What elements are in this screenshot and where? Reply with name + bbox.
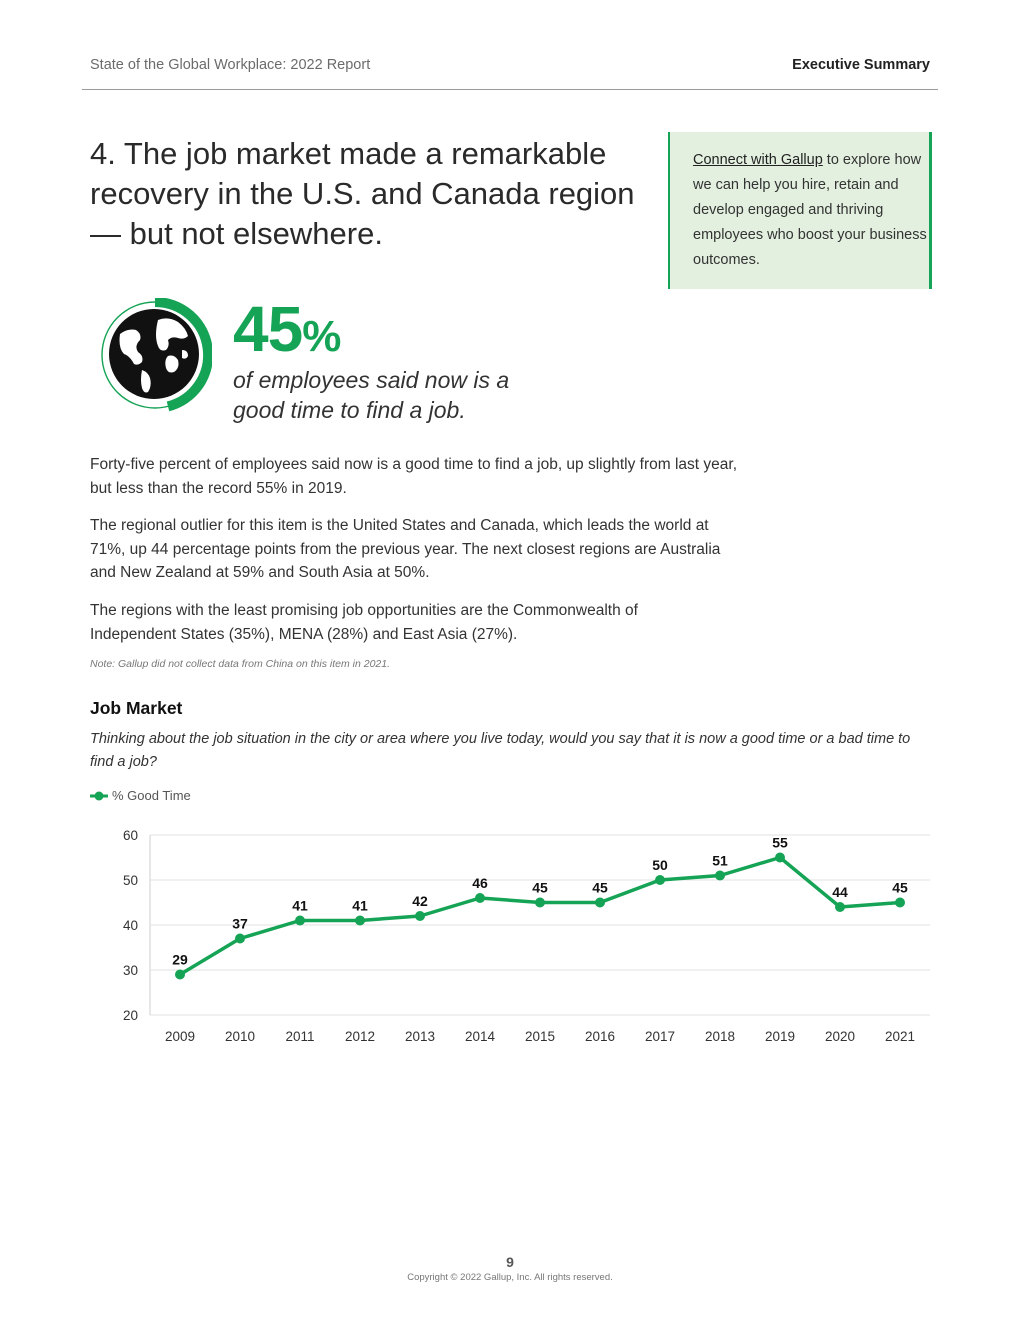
data-label: 45	[592, 879, 608, 896]
data-point	[235, 934, 245, 944]
data-label: 44	[832, 884, 848, 900]
copyright: Copyright © 2022 Gallup, Inc. All rights reserved.	[407, 1272, 613, 1283]
paragraph-3: The regions with the least promising job opportunities are the Commonwealth of Independent States (35%), MENA (28%) and East Asia (27%).	[90, 602, 638, 643]
paragraph-1: Forty-five percent of employees said now is a good time to find a job, up slightly from last year, but less than the record 55% in 2019.	[90, 456, 738, 497]
callout-text: to explore how we can help you hire, retain and develop engaged and thriving employees who boost your business outcomes.	[693, 152, 927, 268]
x-tick-label: 2013	[404, 1029, 436, 1044]
data-point	[655, 875, 665, 885]
y-tick-label: 20	[122, 1008, 138, 1023]
y-tick-label: 30	[122, 963, 138, 978]
data-point	[715, 871, 725, 881]
data-point	[895, 898, 905, 908]
x-tick-label: 2014	[464, 1029, 496, 1044]
x-tick-label: 2010	[224, 1029, 256, 1044]
page-headline: 4. The job market made a remarkable recovery in the U.S. and Canada region — but not elsewhere.	[90, 136, 635, 251]
chart-question: Thinking about the job situation in the city or area where you live today, would you say that it is now a good time or a bad time to find a job?	[90, 731, 911, 770]
data-note: Note: Gallup did not collect data from China on this item in 2021.	[90, 658, 390, 670]
data-label: 55	[772, 834, 788, 851]
x-tick-label: 2016	[584, 1029, 616, 1044]
y-tick-label: 50	[122, 873, 138, 888]
chart-title: Job Market	[90, 698, 183, 718]
stat-caption: of employees said now is a good time to find a job.	[233, 367, 510, 423]
report-title: State of the Global Workplace: 2022 Report	[90, 57, 371, 73]
data-point	[595, 898, 605, 908]
data-label: 51	[712, 852, 728, 869]
data-label: 45	[892, 879, 908, 896]
data-point	[355, 916, 365, 926]
x-tick-label: 2011	[285, 1029, 315, 1044]
series-line	[180, 858, 900, 975]
legend-marker-icon	[90, 791, 108, 801]
y-tick-label: 60	[122, 828, 138, 843]
y-tick-label: 40	[122, 918, 138, 933]
data-point	[415, 911, 425, 921]
data-point	[835, 902, 845, 912]
data-point	[475, 893, 485, 903]
x-tick-label: 2018	[704, 1029, 736, 1044]
x-tick-label: 2017	[644, 1029, 676, 1044]
x-tick-label: 2009	[164, 1029, 196, 1044]
stat-value	[233, 292, 340, 366]
callout-box	[668, 132, 932, 289]
x-tick-label: 2012	[344, 1029, 376, 1044]
data-label: 50	[652, 857, 668, 873]
data-label: 45	[532, 879, 548, 896]
data-label: 42	[412, 893, 428, 909]
x-tick-label: 2020	[824, 1029, 856, 1044]
header-divider	[82, 89, 938, 90]
page-number: 9	[506, 1254, 514, 1270]
data-label: 41	[292, 897, 308, 914]
x-tick-label: 2019	[764, 1029, 796, 1044]
data-point	[175, 970, 185, 980]
data-point	[535, 898, 545, 908]
data-label: 41	[352, 897, 368, 914]
data-label: 37	[232, 915, 248, 932]
data-point	[775, 853, 785, 863]
section-title: Executive Summary	[792, 57, 930, 73]
paragraph-2: The regional outlier for this item is the United States and Canada, which leads the world at 71%, up 44 percentage points from the previous year. The next closest regions are Australia and New Zealand at 59% and South Asia at 50%.	[90, 517, 721, 581]
connect-with-gallup-link[interactable]: Connect with Gallup	[693, 152, 823, 168]
job-market-line-chart	[100, 820, 940, 1055]
data-point	[295, 916, 305, 926]
stat-number: 45	[233, 293, 303, 365]
globe-icon	[98, 298, 212, 412]
x-tick-label: 2015	[524, 1029, 556, 1044]
stat-unit: %	[302, 312, 341, 361]
data-label: 29	[172, 951, 188, 968]
data-label: 46	[472, 875, 488, 891]
x-tick-label: 2021	[884, 1029, 916, 1044]
chart-legend	[90, 788, 191, 803]
legend-label: % Good Time	[112, 788, 191, 803]
